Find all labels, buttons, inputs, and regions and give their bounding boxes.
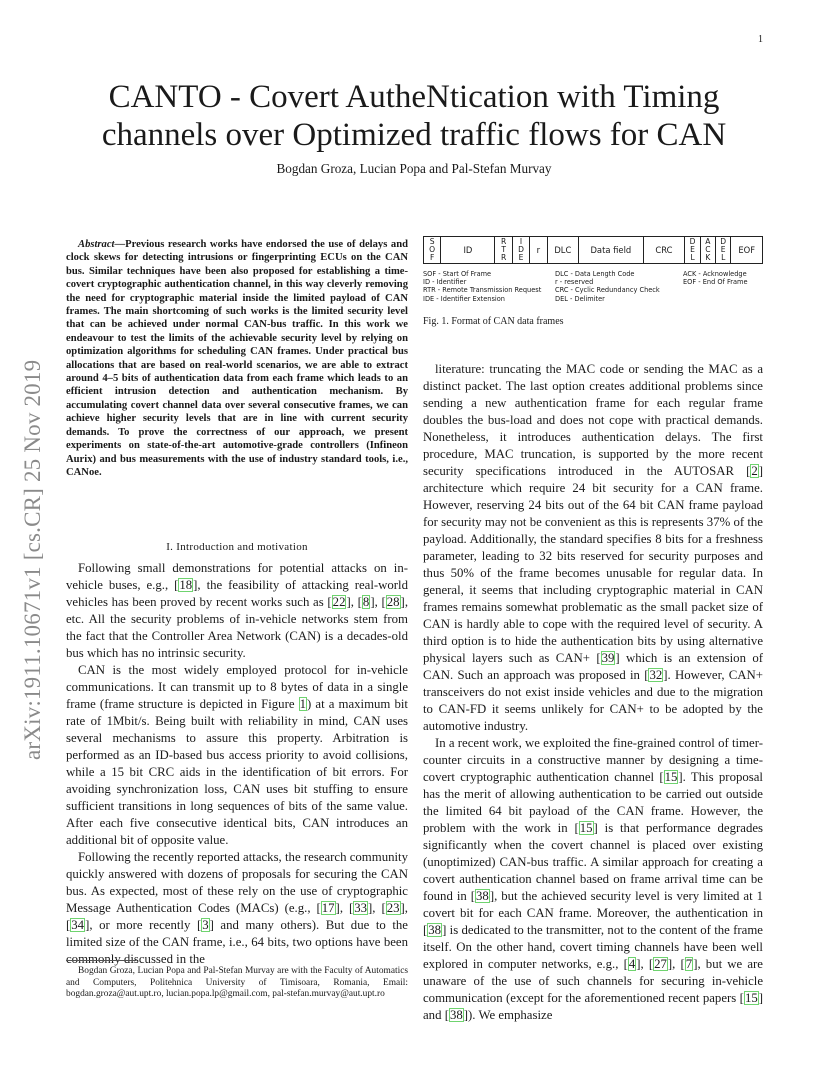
- legend-entry: RTR - Remote Transmission Request: [423, 286, 542, 295]
- legend-entry: EOF - End Of Frame: [683, 278, 748, 287]
- left-paragraph: Following small demonstrations for potential attacks on in-vehicle buses, e.g., [18], the feasibility of attacking real-world vehicles has been proved by recent works such as [22], [8], [28], etc. All the security problems of in-vehicle networks stem from the fact that the Controller Area Network (CAN) is a decades-old bus which has no intrinsic security.: [66, 561, 409, 660]
- frame-field-letter: K: [705, 252, 711, 262]
- frame-field-letter: F: [429, 252, 435, 262]
- legend-entry: ID - Identifier: [423, 278, 467, 287]
- frame-field-letter: R: [501, 252, 507, 262]
- page-number: 1: [758, 34, 763, 45]
- legend-entry: DLC - Data Length Code: [555, 270, 635, 278]
- legend-column-1: [423, 270, 555, 303]
- citation-link[interactable]: 15: [579, 821, 593, 835]
- citation-link[interactable]: 15: [664, 770, 678, 784]
- frame-field-letter: D: [720, 237, 727, 247]
- abstract: [66, 238, 408, 479]
- section-heading: [66, 541, 408, 553]
- frame-field-letter: E: [690, 245, 695, 255]
- citation-link[interactable]: 7: [685, 957, 693, 971]
- figure-legend: [423, 270, 763, 303]
- citation-link[interactable]: 22: [332, 595, 346, 609]
- paper-title: [66, 78, 762, 154]
- figure-caption: Fig. 1. Format of CAN data frames: [423, 316, 564, 327]
- legend-entry: DEL - Delimiter: [555, 294, 605, 303]
- frame-field-sof: [424, 237, 441, 263]
- frame-field-letter: D: [518, 245, 524, 255]
- left-column-body: [66, 560, 408, 968]
- frame-field-letter: D: [689, 237, 696, 247]
- frame-field-letter: O: [429, 245, 436, 255]
- frame-field-datafield: Data field: [579, 237, 643, 263]
- can-frame-diagram: [423, 236, 763, 264]
- citation-link[interactable]: 38: [449, 1008, 463, 1022]
- left-paragraph: Following the recently reported attacks, the research community quickly answered with dozens of proposals for securing the CAN bus. As expected, most of these rely on the use of cryptographic Message Authentication Codes (MACs) (e.g., [17], [33], [23], [34], or more recently [3] and many others). But due to the limited size of the CAN frame, i.e., 64 bits, two options have been commonly discussed in the: [66, 850, 408, 966]
- citation-link[interactable]: 18: [179, 578, 193, 592]
- citation-link[interactable]: 38: [428, 923, 442, 937]
- frame-field-letter: C: [705, 245, 711, 255]
- frame-field-letter: L: [721, 252, 726, 262]
- title-line-1: CANTO - Covert AutheNtication with Timing: [108, 79, 720, 115]
- citation-link[interactable]: 33: [354, 901, 368, 915]
- frame-field-rtr: [495, 237, 512, 263]
- footnote: Bogdan Groza, Lucian Popa and Pal-Stefan Murvay are with the Faculty of Automatics and Computers, Politehnica University of Timisoara, Romania, Email: bogdan.groza@aut.upt.ro, lucian.popa.lp@gmail.com, pal-stefan.murvay@aut.upt.ro: [66, 966, 408, 1000]
- citation-link[interactable]: 34: [71, 918, 85, 932]
- legend-entry: CRC - Cyclic Redundancy Check: [555, 286, 660, 295]
- frame-field-dlc: DLC: [548, 237, 580, 263]
- legend-column-3: [683, 270, 763, 303]
- legend-entry: ACK - Acknowledge: [683, 270, 747, 278]
- frame-field-ack: [701, 237, 716, 263]
- frame-field-id: ID: [441, 237, 495, 263]
- frame-field-letter: L: [690, 252, 695, 262]
- right-paragraph: In a recent work, we exploited the fine-grained control of timer-counter circuits in a constructive manner by designing a time-covert cryptographic authentication channel [15]. This proposal has the merit of allowing authentication to be carried out outside the limited 64 bit payload of the CAN frame. However, the problem with the work in [15] is that performance degrades significantly when the covert channel is placed over existing (unoptimized) CAN-bus traffic. A similar approach for creating a covert authentication channel based on frame arrival time can be found in [38], but the achieved security level is very limited at 1 covert bit for each CAN frame. Moreover, the authentication in [38] is dedicated to the transmitter, not to the content of the frame itself. On the other hand, covert timing channels have been well explored in computer networks, e.g., [4], [27], [7], but we are unaware of the use of such channels for securing in-vehicle communication (except for the aforementioned recent papers [15] and [38]). We emphasize: [423, 736, 764, 1022]
- citation-link[interactable]: 15: [744, 991, 758, 1005]
- frame-field-letter: E: [518, 252, 524, 262]
- frame-field-crc: CRC: [644, 237, 686, 263]
- citation-link[interactable]: 32: [649, 668, 663, 682]
- legend-entry: SOF - Start Of Frame: [423, 270, 492, 278]
- frame-field-letter: I: [519, 237, 523, 247]
- citation-link[interactable]: 23: [386, 901, 400, 915]
- frame-field-ide: [513, 237, 530, 263]
- citation-link[interactable]: 3: [202, 918, 209, 932]
- citation-link[interactable]: 38: [476, 889, 489, 903]
- legend-column-2: [555, 270, 683, 303]
- right-column-body: [423, 361, 763, 1024]
- citation-link[interactable]: 17: [321, 901, 335, 915]
- legend-entry: IDE - Identifier Extension: [423, 294, 505, 303]
- frame-field-r: r: [530, 237, 547, 263]
- frame-field-letter: T: [501, 245, 506, 255]
- frame-field-eof: EOF: [738, 245, 756, 255]
- citation-link[interactable]: 39: [601, 651, 615, 665]
- frame-field-letter: S: [429, 237, 435, 247]
- footnote-rule: [66, 960, 136, 961]
- left-paragraph: CAN is the most widely employed protocol for in-vehicle communications. It can transmit up to 8 bytes of data in a single frame (frame structure is depicted in Figure 1) at a maximum bit rate of 1Mbit/s. Being built with reliability in mind, CAN uses several mechanisms to assure this property. Arbitration is performed as an ID-based bus access priority to avoid collisions, while a 15 bit CRC aids in the identification of bit errors. For avoiding synchronization loss, CAN uses bit stuffing to ensure sufficient transitions in long sequences of bits of the same value. After each five consecutive identical bits, CAN introduces an additional bit of opposite value.: [66, 663, 408, 847]
- figure-ref-link[interactable]: 1: [299, 697, 307, 711]
- frame-field-del: [716, 237, 731, 263]
- figure-can-frame: [423, 236, 763, 303]
- citation-link[interactable]: 28: [386, 595, 400, 609]
- abstract-text: —Previous research works have endorsed the use of delays and clock skews for detecting intrusions or fingerprinting ECUs on the CAN bus. Similar techniques have been also proposed for establishing a time-covert cryptographic authentication channel, in this way cleverly removing the need for cryptographic material inside the limited payload of CAN frames. The main shortcoming of such works is the limited security level that can be achieved under normal CAN-bus traffic. In this work we endeavour to test the limits of the achievable security level by relying on optimization algorithms for scheduling CAN frames. Under practical bus allocations that are based on real-world scenarios, we are able to extract around 4–5 bits of authentication data from each frame which leads to an efficient intrusion detection and authentication mechanism. By accumulating covert channel data over several consecutive frames, we can achieve higher security levels that are in line with current security demands. To prove the correctness of our approach, we present experiments on state-of-the-art automotive-grade controllers (Infineon Aurix) and bus measurements with the use of industry standard tools, i.e., CANoe.: [66, 239, 408, 478]
- legend-entry: r - reserved: [555, 278, 594, 287]
- citation-link[interactable]: 8: [362, 595, 370, 609]
- frame-field-letter: E: [720, 245, 726, 255]
- arxiv-watermark: arXiv:1911.10671v1 [cs.CR] 25 Nov 2019: [20, 359, 45, 760]
- section-title: I. Introduction and motivation: [166, 541, 308, 553]
- citation-link[interactable]: 4: [628, 957, 636, 971]
- author-list: Bogdan Groza, Lucian Popa and Pal-Stefan Murvay: [276, 161, 552, 176]
- citation-link[interactable]: 27: [654, 957, 667, 971]
- title-line-2: channels over Optimized traffic flows for CAN: [101, 117, 727, 153]
- right-paragraph: literature: truncating the MAC code or sending the MAC as a distinct packet. The last option creates additional problems since sending a new authentication frame for each regular frame doubles the bus-load and does not cope with practical demands. Nonetheless, it introduces authentication delays. The first procedure, MAC truncation, is supported by the more recent security specifications introduced in the AUTOSAR [2] architecture which require 24 bit security for a CAN frame. However, reserving 24 bits out of the 64 bit CAN frame payload for security may not be convenient as this is represents 37% of the payload. Additionally, the standard specifies 8 bits for a freshness parameter, leading to 32 bits reserved for security purposes and thus 50% of the frame becomes unusable for regular data. In general, it seems that including cryptographic material in CAN frames remains somewhat problematic as the small packet size of CAN is hardly able to cope with the required level of security. A third option is to hide the authentication bits by using alternative physical layers such as CAN+ [39] which is an extension of CAN. Such an approach was proposed in [32]. However, CAN+ transceivers do not exist inside vehicles and due to the migration to CAN-FD it seems unlikely for CAN+ to be adopted by the automotive industry.: [423, 362, 764, 733]
- frame-field-letter: R: [501, 237, 507, 247]
- frame-field-letter: A: [705, 237, 711, 247]
- abstract-label: Abstract: [78, 239, 115, 250]
- citation-link[interactable]: 2: [751, 464, 758, 478]
- frame-field-del: [685, 237, 700, 263]
